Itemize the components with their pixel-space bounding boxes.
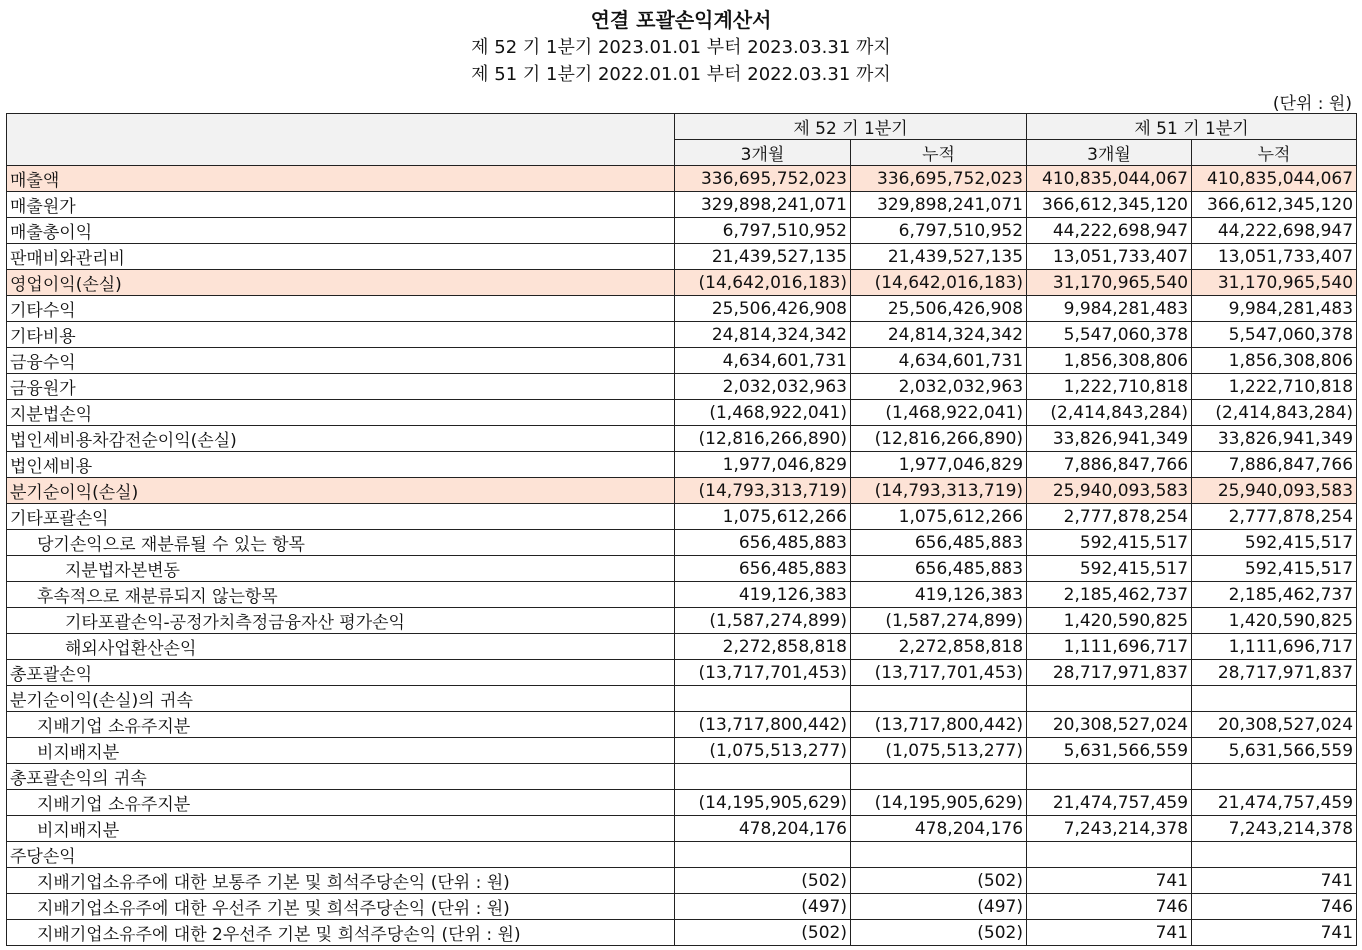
amount-cell: [675, 686, 851, 712]
table-row: [7, 660, 1357, 686]
amount-cell: 9,984,281,483: [1027, 296, 1192, 322]
amount-cell: 419,126,383: [675, 582, 851, 608]
sub-header-cell: 3개월: [675, 140, 851, 166]
account-name-cell: 총포괄손익의 귀속: [7, 764, 675, 790]
amount-cell: (502): [851, 920, 1027, 946]
amount-cell: 656,485,883: [851, 530, 1027, 556]
amount-cell: (12,816,266,890): [851, 426, 1027, 452]
amount-cell: 410,835,044,067: [1027, 166, 1192, 192]
table-row: [7, 816, 1357, 842]
table-row: [7, 530, 1357, 556]
amount-cell: 28,717,971,837: [1027, 660, 1192, 686]
amount-cell: 1,111,696,717: [1027, 634, 1192, 660]
amount-cell: 1,856,308,806: [1027, 348, 1192, 374]
amount-cell: 7,886,847,766: [1192, 452, 1357, 478]
amount-cell: 1,856,308,806: [1192, 348, 1357, 374]
amount-cell: 33,826,941,349: [1027, 426, 1192, 452]
amount-cell: 2,185,462,737: [1192, 582, 1357, 608]
amount-cell: (14,195,905,629): [675, 790, 851, 816]
current-period: 제 52 기 1분기 2023.01.01 부터 2023.03.31 까지: [471, 37, 891, 58]
table-row: [7, 738, 1357, 764]
account-name-cell: 금융수익: [7, 348, 675, 374]
amount-cell: 592,415,517: [1192, 556, 1357, 582]
amount-cell: 20,308,527,024: [1027, 712, 1192, 738]
amount-cell: 1,075,612,266: [675, 504, 851, 530]
amount-cell: [1027, 842, 1192, 868]
amount-cell: (13,717,701,453): [675, 660, 851, 686]
table-row: [7, 374, 1357, 400]
prior-period: 제 51 기 1분기 2022.01.01 부터 2022.03.31 까지: [471, 64, 891, 85]
table-row: [7, 894, 1357, 920]
amount-cell: (13,717,800,442): [851, 712, 1027, 738]
sub-header-cell: 3개월: [1027, 140, 1192, 166]
amount-cell: 656,485,883: [675, 556, 851, 582]
amount-cell: 656,485,883: [851, 556, 1027, 582]
amount-cell: 741: [1027, 868, 1192, 894]
amount-cell: 6,797,510,952: [851, 218, 1027, 244]
account-name-cell: 매출총이익: [7, 218, 675, 244]
amount-cell: 1,075,612,266: [851, 504, 1027, 530]
amount-cell: 592,415,517: [1192, 530, 1357, 556]
sub-header-cell: 누적: [851, 140, 1027, 166]
amount-cell: [851, 842, 1027, 868]
amount-cell: 13,051,733,407: [1192, 244, 1357, 270]
account-name-cell: 분기순이익(손실): [7, 478, 675, 504]
amount-cell: 1,222,710,818: [1027, 374, 1192, 400]
account-name-cell: 총포괄손익: [7, 660, 675, 686]
table-row: [7, 322, 1357, 348]
account-name-cell: 판매비와관리비: [7, 244, 675, 270]
amount-cell: [675, 842, 851, 868]
amount-cell: (502): [851, 868, 1027, 894]
table-row: [7, 192, 1357, 218]
table-body: [7, 166, 1357, 946]
amount-cell: 5,547,060,378: [1192, 322, 1357, 348]
amount-cell: 44,222,698,947: [1192, 218, 1357, 244]
amount-cell: 2,272,858,818: [851, 634, 1027, 660]
amount-cell: [851, 764, 1027, 790]
amount-cell: 478,204,176: [851, 816, 1027, 842]
amount-cell: (13,717,800,442): [675, 712, 851, 738]
table-row: [7, 348, 1357, 374]
amount-cell: 741: [1192, 920, 1357, 946]
amount-cell: (2,414,843,284): [1027, 400, 1192, 426]
account-name-cell: 분기순이익(손실)의 귀속: [7, 686, 675, 712]
amount-cell: (1,587,274,899): [851, 608, 1027, 634]
amount-cell: 25,506,426,908: [675, 296, 851, 322]
account-name-cell: 금융원가: [7, 374, 675, 400]
account-name-cell: 지배기업 소유주지분: [7, 790, 675, 816]
amount-cell: 329,898,241,071: [675, 192, 851, 218]
sub-header-cell: 누적: [1192, 140, 1357, 166]
account-name-cell: 지분법자본변동: [7, 556, 675, 582]
amount-cell: 5,631,566,559: [1027, 738, 1192, 764]
amount-cell: 746: [1192, 894, 1357, 920]
amount-cell: 1,222,710,818: [1192, 374, 1357, 400]
table-row: [7, 608, 1357, 634]
table-row: [7, 634, 1357, 660]
amount-cell: (13,717,701,453): [851, 660, 1027, 686]
table-row: [7, 920, 1357, 946]
amount-cell: 21,439,527,135: [851, 244, 1027, 270]
amount-cell: 7,243,214,378: [1027, 816, 1192, 842]
amount-cell: 21,474,757,459: [1192, 790, 1357, 816]
table-row: [7, 842, 1357, 868]
amount-cell: 741: [1192, 868, 1357, 894]
table-row: [7, 790, 1357, 816]
account-name-cell: 지배기업소유주에 대한 2우선주 기본 및 희석주당손익 (단위 : 원): [7, 920, 675, 946]
table-row: [7, 556, 1357, 582]
amount-cell: 592,415,517: [1027, 556, 1192, 582]
table-row: [7, 478, 1357, 504]
table-row: [7, 296, 1357, 322]
account-name-cell: 법인세비용차감전순이익(손실): [7, 426, 675, 452]
amount-cell: (14,195,905,629): [851, 790, 1027, 816]
amount-cell: (14,793,313,719): [675, 478, 851, 504]
account-name-cell: 당기손익으로 재분류될 수 있는 항목: [7, 530, 675, 556]
amount-cell: 13,051,733,407: [1027, 244, 1192, 270]
amount-cell: 20,308,527,024: [1192, 712, 1357, 738]
amount-cell: 33,826,941,349: [1192, 426, 1357, 452]
amount-cell: [1027, 686, 1192, 712]
amount-cell: 5,631,566,559: [1192, 738, 1357, 764]
account-name-cell: 영업이익(손실): [7, 270, 675, 296]
account-name-cell: 후속적으로 재분류되지 않는항목: [7, 582, 675, 608]
table-row: [7, 166, 1357, 192]
document-title: 연결 포괄손익계산서: [590, 8, 772, 32]
amount-cell: 4,634,601,731: [675, 348, 851, 374]
amount-cell: 746: [1027, 894, 1192, 920]
amount-cell: 329,898,241,071: [851, 192, 1027, 218]
unit-note: (단위 : 원): [1272, 94, 1352, 114]
amount-cell: 366,612,345,120: [1192, 192, 1357, 218]
table-row: [7, 270, 1357, 296]
amount-cell: 25,940,093,583: [1192, 478, 1357, 504]
account-name-cell: 지배기업소유주에 대한 보통주 기본 및 희석주당손익 (단위 : 원): [7, 868, 675, 894]
amount-cell: 24,814,324,342: [675, 322, 851, 348]
amount-cell: 21,439,527,135: [675, 244, 851, 270]
account-name-cell: 지배기업 소유주지분: [7, 712, 675, 738]
group-header-current: 제 52 기 1분기: [675, 114, 1027, 140]
amount-cell: (502): [675, 920, 851, 946]
amount-cell: 2,777,878,254: [1027, 504, 1192, 530]
amount-cell: 741: [1027, 920, 1192, 946]
account-name-cell: 기타포괄손익: [7, 504, 675, 530]
amount-cell: 5,547,060,378: [1027, 322, 1192, 348]
account-name-cell: 주당손익: [7, 842, 675, 868]
table-row: [7, 218, 1357, 244]
amount-cell: (14,642,016,183): [675, 270, 851, 296]
table-row: [7, 764, 1357, 790]
amount-cell: 24,814,324,342: [851, 322, 1027, 348]
amount-cell: 336,695,752,023: [851, 166, 1027, 192]
amount-cell: 31,170,965,540: [1192, 270, 1357, 296]
amount-cell: 21,474,757,459: [1027, 790, 1192, 816]
amount-cell: 656,485,883: [675, 530, 851, 556]
amount-cell: 31,170,965,540: [1027, 270, 1192, 296]
table-row: [7, 426, 1357, 452]
account-name-cell: 매출원가: [7, 192, 675, 218]
amount-cell: 9,984,281,483: [1192, 296, 1357, 322]
amount-cell: 1,977,046,829: [675, 452, 851, 478]
account-name-cell: 비지배지분: [7, 738, 675, 764]
amount-cell: 2,032,032,963: [851, 374, 1027, 400]
amount-cell: 2,032,032,963: [675, 374, 851, 400]
account-name-cell: 기타수익: [7, 296, 675, 322]
amount-cell: 28,717,971,837: [1192, 660, 1357, 686]
amount-cell: 2,777,878,254: [1192, 504, 1357, 530]
account-name-cell: 해외사업환산손익: [7, 634, 675, 660]
amount-cell: (1,075,513,277): [675, 738, 851, 764]
amount-cell: 2,185,462,737: [1027, 582, 1192, 608]
group-header-row: [7, 114, 1357, 140]
amount-cell: [1192, 764, 1357, 790]
amount-cell: (502): [675, 868, 851, 894]
table-row: [7, 452, 1357, 478]
account-name-cell: 기타포괄손익-공정가치측정금융자산 평가손익: [7, 608, 675, 634]
amount-cell: 25,940,093,583: [1027, 478, 1192, 504]
amount-cell: 478,204,176: [675, 816, 851, 842]
account-name-cell: 지분법손익: [7, 400, 675, 426]
account-name-cell: 지배기업소유주에 대한 우선주 기본 및 희석주당손익 (단위 : 원): [7, 894, 675, 920]
amount-cell: (2,414,843,284): [1192, 400, 1357, 426]
account-header-cell: [7, 114, 675, 166]
amount-cell: 44,222,698,947: [1027, 218, 1192, 244]
table-row: [7, 712, 1357, 738]
amount-cell: 2,272,858,818: [675, 634, 851, 660]
amount-cell: (1,587,274,899): [675, 608, 851, 634]
amount-cell: [1192, 842, 1357, 868]
amount-cell: 1,420,590,825: [1192, 608, 1357, 634]
amount-cell: (1,468,922,041): [675, 400, 851, 426]
amount-cell: (1,468,922,041): [851, 400, 1027, 426]
amount-cell: 1,420,590,825: [1027, 608, 1192, 634]
group-header-prior: 제 51 기 1분기: [1027, 114, 1357, 140]
amount-cell: (497): [675, 894, 851, 920]
amount-cell: (497): [851, 894, 1027, 920]
amount-cell: (14,642,016,183): [851, 270, 1027, 296]
amount-cell: 7,886,847,766: [1027, 452, 1192, 478]
amount-cell: 7,243,214,378: [1192, 816, 1357, 842]
table-row: [7, 868, 1357, 894]
account-name-cell: 매출액: [7, 166, 675, 192]
amount-cell: [851, 686, 1027, 712]
table-row: [7, 244, 1357, 270]
table-row: [7, 504, 1357, 530]
amount-cell: 410,835,044,067: [1192, 166, 1357, 192]
account-name-cell: 비지배지분: [7, 816, 675, 842]
amount-cell: 1,977,046,829: [851, 452, 1027, 478]
table-row: [7, 400, 1357, 426]
account-name-cell: 기타비용: [7, 322, 675, 348]
amount-cell: (1,075,513,277): [851, 738, 1027, 764]
account-name-cell: 법인세비용: [7, 452, 675, 478]
amount-cell: [1027, 764, 1192, 790]
amount-cell: [1192, 686, 1357, 712]
amount-cell: 1,111,696,717: [1192, 634, 1357, 660]
amount-cell: [675, 764, 851, 790]
amount-cell: 336,695,752,023: [675, 166, 851, 192]
amount-cell: (14,793,313,719): [851, 478, 1027, 504]
table-row: [7, 582, 1357, 608]
income-statement-table: [6, 113, 1357, 946]
amount-cell: 366,612,345,120: [1027, 192, 1192, 218]
amount-cell: 592,415,517: [1027, 530, 1192, 556]
amount-cell: 4,634,601,731: [851, 348, 1027, 374]
amount-cell: (12,816,266,890): [675, 426, 851, 452]
table-row: [7, 686, 1357, 712]
amount-cell: 25,506,426,908: [851, 296, 1027, 322]
amount-cell: 6,797,510,952: [675, 218, 851, 244]
amount-cell: 419,126,383: [851, 582, 1027, 608]
